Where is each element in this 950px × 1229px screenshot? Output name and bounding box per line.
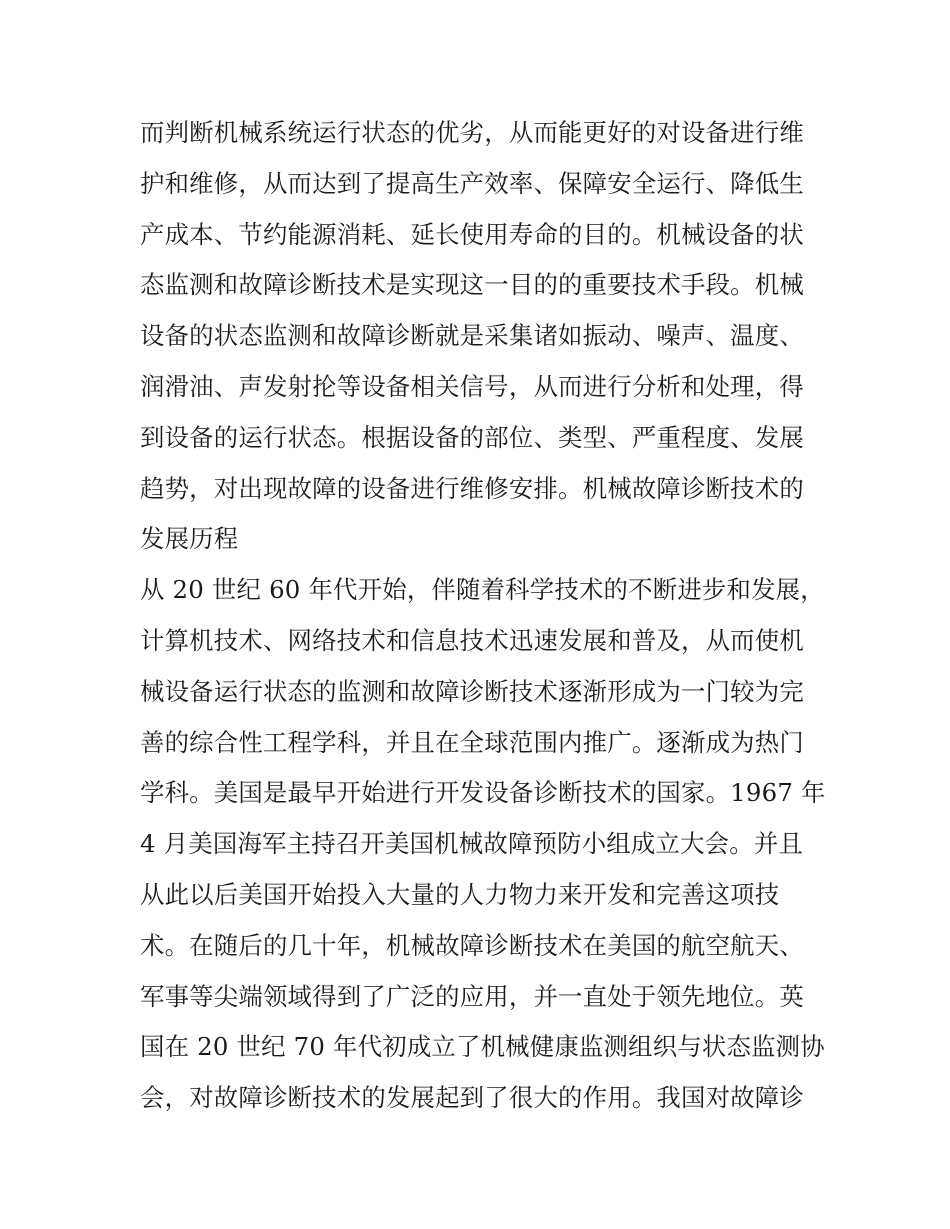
text-line: 润滑油、声发射抡等设备相关信号，从而进行分析和处理，得 [140,371,804,401]
text-line: 到设备的运行状态。根据设备的部位、类型、严重程度、发展 [140,422,804,452]
text-line: 会，对故障诊断技术的发展起到了很大的作用。我国对故障诊 [140,1083,804,1113]
text-line: 趋势，对出现故障的设备进行维修安排。机械故障诊断技术的 [140,473,804,503]
text-line: 国在 20 世纪 70 年代初成立了机械健康监测组织与状态监测协 [140,1032,825,1062]
text-line: 军事等尖端领域得到了广泛的应用，并一直处于领先地位。英 [140,981,804,1011]
text-line: 而判断机械系统运行状态的优劣，从而能更好的对设备进行维 [140,118,804,147]
body-text [140,108,826,1124]
text-line: 产成本、节约能源消耗、延长使用寿命的目的。机械设备的状 [140,219,804,249]
text-line: 从 20 世纪 60 年代开始，伴随着科学技术的不断进步和发展， [140,575,825,605]
text-line: 学科。美国是最早开始进行开发设备诊断技术的国家。1967 年 [140,778,826,808]
text-line: 械设备运行状态的监测和故障诊断技术逐渐形成为一门较为完 [140,676,804,706]
text-line: 发展历程 [140,524,239,554]
text-line: 善的综合性工程学科，并且在全球范围内推广。逐渐成为热门 [140,727,804,757]
text-line: 态监测和故障诊断技术是实现这一目的的重要技术手段。机械 [140,270,804,300]
text-line: 设备的状态监测和故障诊断就是采集诸如振动、噪声、温度、 [140,321,804,351]
text-line: 4 月美国海军主持召开美国机械故障预防小组成立大会。并且 [140,829,804,859]
text-line: 护和维修，从而达到了提高生产效率、保障安全运行、降低生 [140,168,804,198]
text-line: 术。在随后的几十年，机械故障诊断技术在美国的航空航天、 [140,930,804,960]
text-line: 计算机技术、网络技术和信息技术迅速发展和普及，从而使机 [140,625,804,655]
text-line: 从此以后美国开始投入大量的人力物力来开发和完善这项技 [140,879,780,909]
